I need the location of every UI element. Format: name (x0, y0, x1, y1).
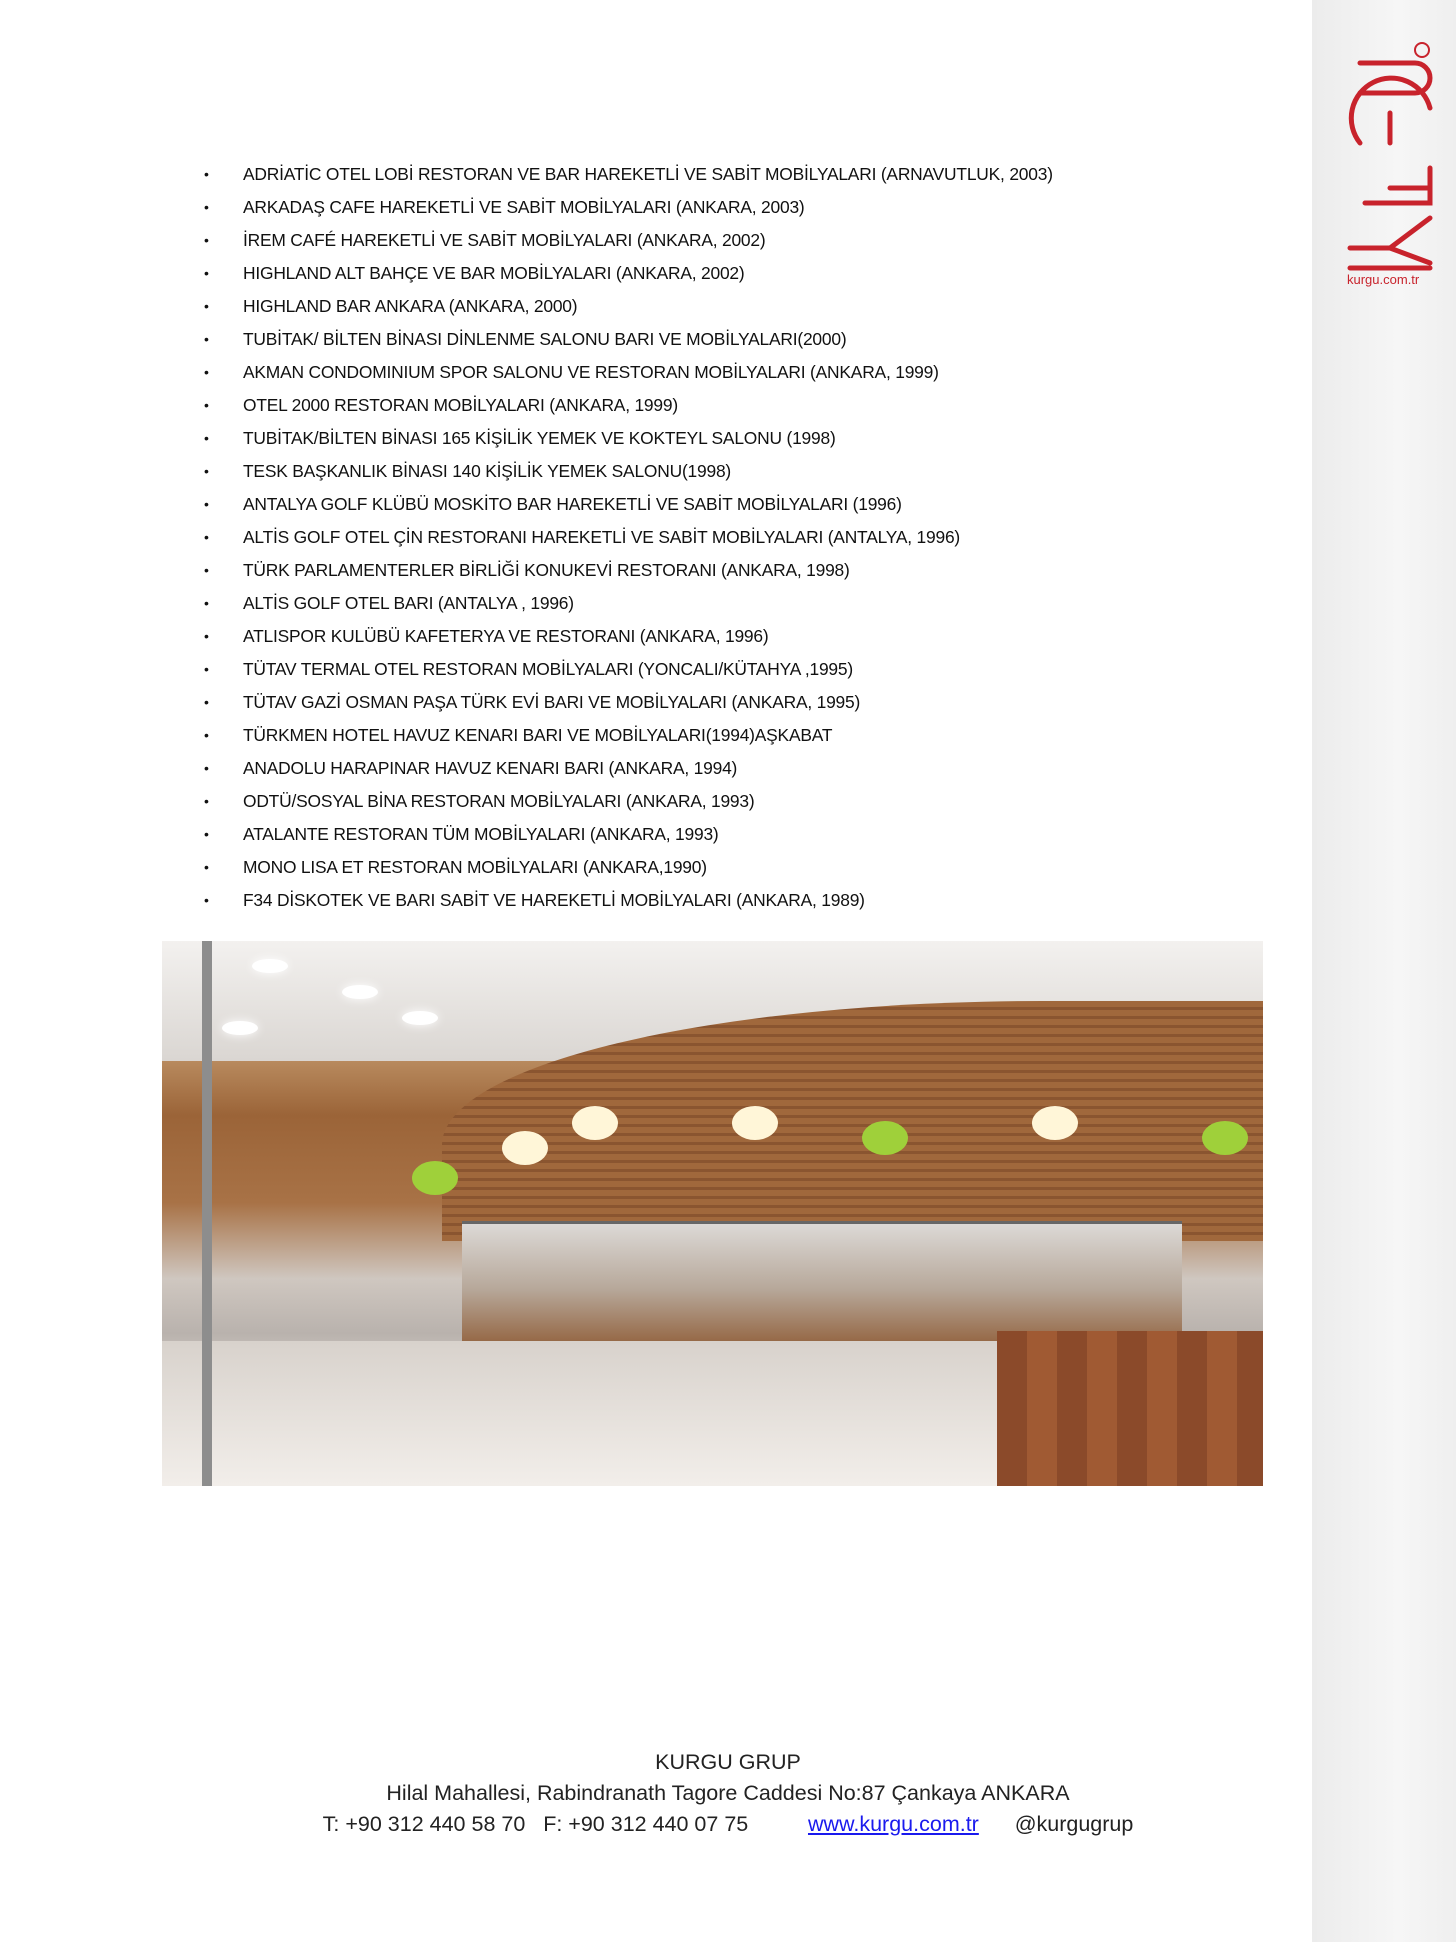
project-text: TÜTAV TERMAL OTEL RESTORAN MOBİLYALARI (YONCALI/KÜTAHYA ,1995) (243, 659, 853, 679)
project-list-item (204, 360, 1053, 393)
project-text: HIGHLAND BAR ANKARA (ANKARA, 2000) (243, 296, 578, 316)
project-list-item (204, 888, 1053, 921)
bullet-icon: • (204, 199, 209, 215)
project-list-item (204, 558, 1053, 591)
bullet-icon: • (204, 529, 209, 545)
project-text: ATALANTE RESTORAN TÜM MOBİLYALARI (ANKARA, 1993) (243, 824, 719, 844)
project-list-item (204, 294, 1053, 327)
bullet-icon: • (204, 397, 209, 413)
bullet-icon: • (204, 166, 209, 182)
project-list-item (204, 690, 1053, 723)
project-list-item (204, 492, 1053, 525)
project-list-item (204, 723, 1053, 756)
project-list-item (204, 624, 1053, 657)
bakery-interior-photo (162, 941, 1263, 1486)
bullet-icon: • (204, 727, 209, 743)
project-list (204, 162, 1053, 921)
project-text: MONO LISA ET RESTORAN MOBİLYALARI (ANKARA,1990) (243, 857, 707, 877)
project-text: ANADOLU HARAPINAR HAVUZ KENARI BARI (ANKARA, 1994) (243, 758, 738, 778)
project-list-item (204, 261, 1053, 294)
project-text: TÜRKMEN HOTEL HAVUZ KENARI BARI VE MOBİLYALARI(1994)AŞKABAT (243, 725, 833, 745)
project-text: HIGHLAND ALT BAHÇE VE BAR MOBİLYALARI (ANKARA, 2002) (243, 263, 745, 283)
project-text: OTEL 2000 RESTORAN MOBİLYALARI (ANKARA, 1999) (243, 395, 678, 415)
project-text: TUBİTAK/BİLTEN BİNASI 165 KİŞİLİK YEMEK VE KOKTEYL SALONU (1998) (243, 428, 836, 448)
project-list-item (204, 591, 1053, 624)
footer-website-link[interactable]: www.kurgu.com.tr (807, 1812, 979, 1836)
project-list-item (204, 525, 1053, 558)
bullet-icon: • (204, 265, 209, 281)
bullet-icon: • (204, 661, 209, 677)
project-text: AKMAN CONDOMINIUM SPOR SALONU VE RESTORAN MOBİLYALARI (ANKARA, 1999) (243, 362, 939, 382)
project-list-item (204, 459, 1053, 492)
project-list-item (204, 855, 1053, 888)
project-text: ADRİATİC OTEL LOBİ RESTORAN VE BAR HAREKETLİ VE SABİT MOBİLYALARI (ARNAVUTLUK, 2003) (243, 164, 1053, 184)
project-text: ARKADAŞ CAFE HAREKETLİ VE SABİT MOBİLYALARI (ANKARA, 2003) (243, 197, 805, 217)
project-list-item (204, 162, 1053, 195)
footer-phone: T: +90 312 440 58 70 (322, 1812, 526, 1836)
bullet-icon: • (204, 298, 209, 314)
bullet-icon: • (204, 430, 209, 446)
bullet-icon: • (204, 595, 209, 611)
project-text: TÜRK PARLAMENTERLER BİRLİĞİ KONUKEVİ RESTORANI (ANKARA, 1998) (243, 560, 850, 580)
bullet-icon: • (204, 463, 209, 479)
kurgu-logo (1330, 38, 1440, 288)
project-list-item (204, 756, 1053, 789)
project-list-item (204, 393, 1053, 426)
bullet-icon: • (204, 628, 209, 644)
project-text: TESK BAŞKANLIK BİNASI 140 KİŞİLİK YEMEK SALONU(1998) (243, 461, 732, 481)
footer-fax: F: +90 312 440 07 75 (543, 1812, 749, 1836)
project-list-item (204, 822, 1053, 855)
project-text: ANTALYA GOLF KLÜBÜ MOSKİTO BAR HAREKETLİ VE SABİT MOBİLYALARI (1996) (243, 494, 902, 514)
project-text: ATLISPOR KULÜBÜ KAFETERYA VE RESTORANI (ANKARA, 1996) (243, 626, 769, 646)
project-text: İREM CAFÉ HAREKETLİ VE SABİT MOBİLYALARI (ANKARA, 2002) (243, 230, 766, 250)
project-text: ALTİS GOLF OTEL BARI (ANTALYA , 1996) (243, 593, 574, 613)
footer-address: Hilal Mahallesi, Rabindranath Tagore Caddesi No:87 Çankaya ANKARA (386, 1781, 1070, 1805)
bullet-icon: • (204, 562, 209, 578)
project-list-item (204, 426, 1053, 459)
project-list-item (204, 228, 1053, 261)
bullet-icon: • (204, 760, 209, 776)
project-list-item (204, 195, 1053, 228)
side-panel (1312, 0, 1456, 1942)
project-list-item (204, 327, 1053, 360)
project-text: ODTÜ/SOSYAL BİNA RESTORAN MOBİLYALARI (ANKARA, 1993) (243, 791, 755, 811)
bullet-icon: • (204, 793, 209, 809)
logo-url: kurgu.com.tr (1347, 272, 1420, 287)
project-list-item (204, 789, 1053, 822)
bullet-icon: • (204, 826, 209, 842)
bullet-icon: • (204, 496, 209, 512)
project-text: ALTİS GOLF OTEL ÇİN RESTORANI HAREKETLİ VE SABİT MOBİLYALARI (ANTALYA, 1996) (243, 527, 961, 547)
bullet-icon: • (204, 892, 209, 908)
footer-social: @kurgugrup (1014, 1812, 1134, 1836)
project-text: TUBİTAK/ BİLTEN BİNASI DİNLENME SALONU BARI VE MOBİLYALARI(2000) (243, 329, 847, 349)
project-text: TÜTAV GAZİ OSMAN PAŞA TÜRK EVİ BARI VE MOBİLYALARI (ANKARA, 1995) (243, 692, 861, 712)
footer-company: KURGU GRUP (655, 1750, 801, 1774)
bullet-icon: • (204, 859, 209, 875)
footer-contact (0, 1812, 1456, 1837)
bullet-icon: • (204, 232, 209, 248)
bullet-icon: • (204, 331, 209, 347)
project-text: F34 DİSKOTEK VE BARI SABİT VE HAREKETLİ MOBİLYALARI (ANKARA, 1989) (243, 890, 865, 910)
bullet-icon: • (204, 694, 209, 710)
bullet-icon: • (204, 364, 209, 380)
project-list-item (204, 657, 1053, 690)
